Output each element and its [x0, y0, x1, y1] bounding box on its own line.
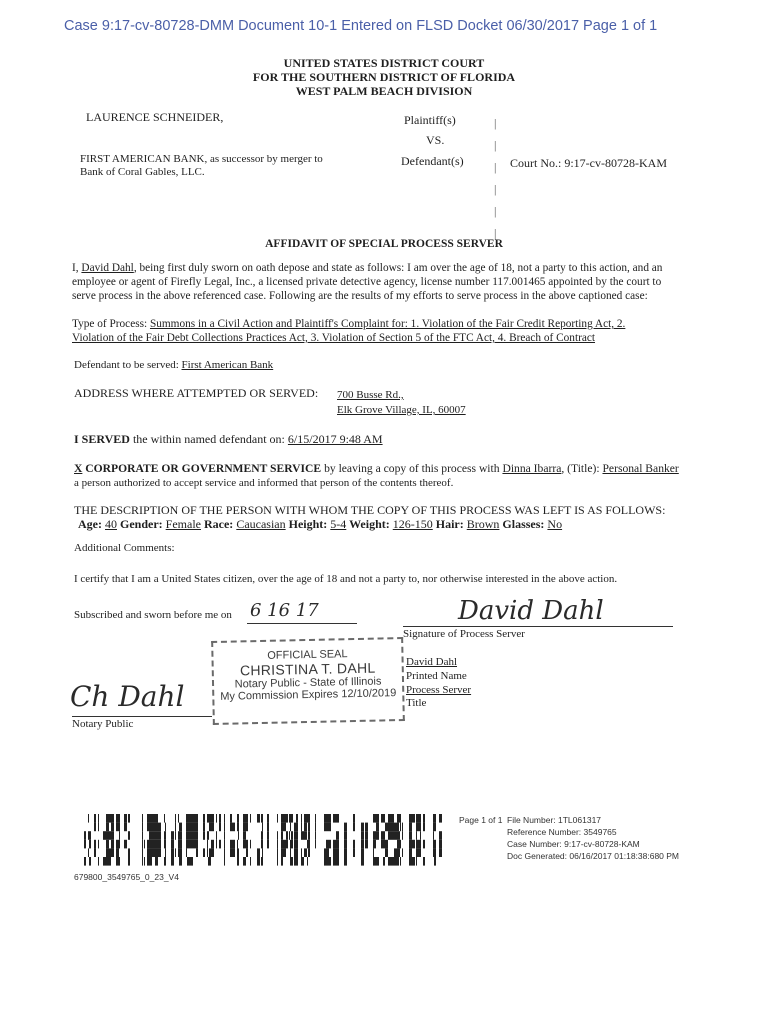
- intro-line-3: serve process in the above referenced case. Following are the results of my efforts to serve process in the above captioned case:: [72, 290, 648, 302]
- subscribed-label: Subscribed and sworn before me on: [74, 609, 232, 621]
- printed-title-value: Process Server: [406, 684, 472, 696]
- race-value: Caucasian: [236, 517, 286, 531]
- served-person-title: Personal Banker: [602, 462, 679, 475]
- height-value: 5-4: [330, 517, 347, 531]
- address-line-1: 700 Busse Rd.,: [337, 389, 404, 401]
- certification-text: I certify that I am a United States citizen, over the age of 18 and not a party to, nor otherwise interested in the above action.: [74, 573, 618, 585]
- signature-line: [403, 626, 673, 627]
- served-datetime: 6/15/2017 9:48 AM: [287, 432, 383, 446]
- printed-name-label: Printed Name: [406, 670, 467, 682]
- versus-label: VS.: [426, 133, 445, 147]
- subscribed-date: 6 16 17: [250, 600, 319, 621]
- notary-signature-line: [72, 716, 212, 717]
- footer-page: Page 1 of 1: [459, 815, 503, 825]
- seal-notary-name: CHRISTINA T. DAHL: [239, 659, 376, 679]
- printed-title-label: Title: [406, 697, 427, 709]
- process-line-2: Violation of the Fair Debt Collections Practices Act, 3. Violation of Section 5 of the FTC Act, 4. Breach of Contract: [72, 332, 596, 344]
- process-type: Summons in a Civil Action and Plaintiff's Complaint for: 1. Violation of the Fair Credit Reporting Act, 2.: [149, 318, 626, 330]
- intro-line-1: I, David Dahl, being first duly sworn on oath depose and state as follows: I am over the age of 18, not a party to this action, and an: [72, 262, 663, 274]
- process-line-1: Type of Process: Summons in a Civil Action and Plaintiff's Complaint for: 1. Violation of the Fair Credit Reporting Act, 2.: [72, 318, 626, 330]
- footer-file-number: File Number: 1TL061317: [507, 815, 602, 825]
- plaintiff-name: LAURENCE SCHNEIDER,: [86, 110, 224, 124]
- corporate-service-line: X CORPORATE OR GOVERNMENT SERVICE by leaving a copy of this process with Dinna Ibarra, (Title): Personal Banker: [74, 462, 679, 475]
- additional-comments: Additional Comments:: [74, 542, 175, 554]
- court-line-2: FOR THE SOUTHERN DISTRICT OF FLORIDA: [252, 70, 516, 84]
- hair-value: Brown: [466, 517, 500, 531]
- served-person: Dinna Ibarra: [502, 462, 562, 475]
- age-value: 40: [105, 517, 117, 531]
- footer-reference-number: Reference Number: 3549765: [507, 827, 617, 837]
- defendant-label: Defendant(s): [401, 154, 464, 168]
- defendant-served-value: First American Bank: [181, 359, 274, 371]
- affidavit-title: AFFIDAVIT OF SPECIAL PROCESS SERVER: [265, 238, 503, 250]
- corporate-checkmark: X: [74, 462, 83, 475]
- court-line-1: UNITED STATES DISTRICT COURT: [283, 56, 485, 70]
- court-number: Court No.: 9:17-cv-80728-KAM: [510, 156, 667, 170]
- seal-title: OFFICIAL SEAL: [267, 648, 348, 662]
- process-server-signature: David Dahl: [458, 596, 604, 626]
- seal-commission: My Commission Expires 12/10/2019: [220, 687, 397, 703]
- docket-header: Case 9:17-cv-80728-DMM Document 10-1 Entered on FLSD Docket 06/30/2017 Page 1 of 1: [64, 18, 658, 34]
- footer-doc-generated: Doc Generated: 06/16/2017 01:18:38:680 PM: [507, 851, 680, 861]
- defendant-served: Defendant to be served: First American Bank: [74, 359, 274, 371]
- signature-label: Signature of Process Server: [403, 628, 525, 640]
- notary-signature: Ch Dahl: [70, 680, 185, 713]
- defendant-line-1: FIRST AMERICAN BANK, as successor by merger to: [80, 153, 323, 165]
- description-values: Age: 40 Gender: Female Race: Caucasian Height: 5-4 Weight: 126-150 Hair: Brown Glasses: No: [78, 517, 563, 531]
- address-label: ADDRESS WHERE ATTEMPTED OR SERVED:: [74, 386, 319, 400]
- served-line: I SERVED the within named defendant on: 6/15/2017 9:48 AM: [74, 432, 383, 446]
- gender-value: Female: [165, 517, 201, 531]
- caption-bracket: | | | | | |: [494, 116, 497, 240]
- seal-state: Notary Public - State of Illinois: [234, 675, 382, 691]
- intro-line-2: employee or agent of Firefly Legal, Inc., a licensed private detective agency, license number 117.001465 appointed by the court to: [72, 276, 662, 288]
- defendant-line-2: Bank of Coral Gables, LLC.: [80, 166, 205, 178]
- corporate-service-line-2: a person authorized to accept service and informed that person of the contents thereof.: [74, 477, 454, 489]
- printed-name-value: David Dahl: [406, 656, 458, 668]
- barcode-image: [84, 814, 444, 866]
- description-heading: THE DESCRIPTION OF THE PERSON WITH WHOM THE COPY OF THIS PROCESS WAS LEFT IS AS FOLLOWS:: [74, 503, 666, 517]
- address-line-2: Elk Grove Village, IL, 60007: [337, 404, 466, 416]
- plaintiff-label: Plaintiff(s): [404, 113, 456, 127]
- footer-case-number: Case Number: 9:17-cv-80728-KAM: [507, 839, 640, 849]
- barcode-caption: 679800_3549765_0_23_V4: [74, 872, 179, 882]
- notary-label: Notary Public: [72, 718, 134, 730]
- notary-seal-stamp: [211, 637, 405, 725]
- court-line-3: WEST PALM BEACH DIVISION: [295, 84, 473, 98]
- server-name: David Dahl: [81, 262, 134, 274]
- glasses-value: No: [547, 517, 563, 531]
- weight-value: 126-150: [392, 517, 433, 531]
- date-underline: [247, 623, 357, 624]
